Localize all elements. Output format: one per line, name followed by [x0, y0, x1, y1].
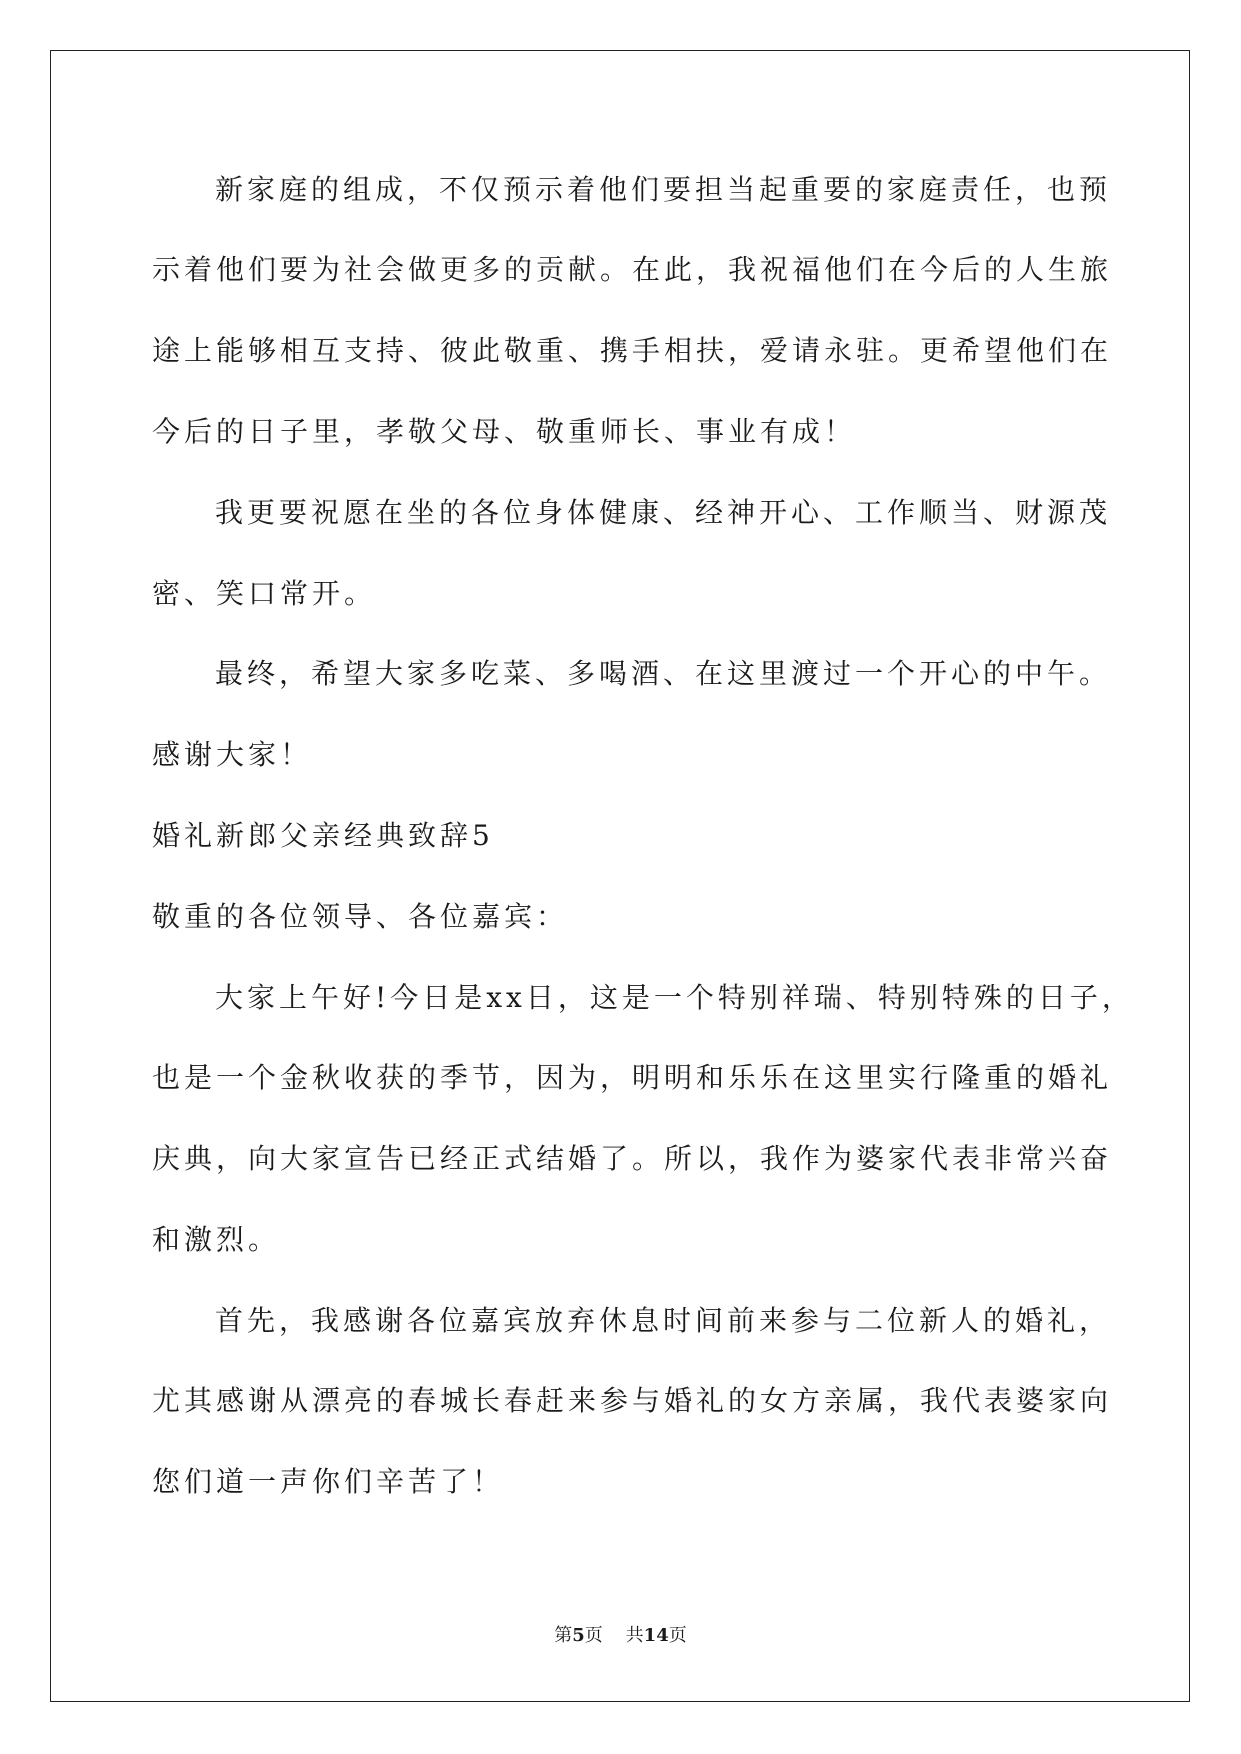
paragraph-line: 也是一个金秋收获的季节，因为，明明和乐乐在这里实行隆重的婚礼 — [152, 1061, 1113, 1094]
paragraph-line: 途上能够相互支持、彼此敬重、携手相扶，爱请永驻。更希望他们在 — [152, 334, 1113, 367]
total-pages-number: 14 — [643, 1625, 669, 1646]
footer-suffix: 页 — [668, 1625, 687, 1646]
salutation: 敬重的各位领导、各位嘉宾： — [152, 900, 569, 933]
page-footer — [0, 1624, 1241, 1648]
paragraph-line: 最终，希望大家多吃菜、多喝酒、在这里渡过一个开心的中午。 — [215, 657, 1112, 690]
page-border — [50, 50, 1190, 1702]
paragraph-line: 今后的日子里，孝敬父母、敬重师长、事业有成！ — [152, 415, 857, 448]
paragraph-line: 和激烈。 — [152, 1223, 281, 1256]
paragraph-line: 您们道一声你们辛苦了！ — [152, 1465, 505, 1498]
paragraph-line: 尤其感谢从漂亮的春城长春赶来参与婚礼的女方亲属，我代表婆家向 — [152, 1384, 1113, 1417]
paragraph-line: 首先，我感谢各位嘉宾放弃休息时间前来参与二位新人的婚礼， — [215, 1304, 1112, 1337]
footer-prefix: 第 — [554, 1625, 573, 1646]
section-heading: 婚礼新郎父亲经典致辞5 — [152, 819, 494, 852]
footer-mid: 页 共 — [584, 1625, 644, 1646]
paragraph-line: 感谢大家！ — [152, 738, 313, 771]
paragraph-line: 新家庭的组成，不仅预示着他们要担当起重要的家庭责任，也预 — [215, 173, 1112, 206]
paragraph-line: 我更要祝愿在坐的各位身体健康、经神开心、工作顺当、财源茂 — [215, 496, 1112, 529]
paragraph-line: 大家上午好!今日是xx日，这是一个特别祥瑞、特别特殊的日子， — [215, 981, 1134, 1014]
current-page-number: 5 — [572, 1625, 585, 1646]
paragraph-line: 密、笑口常开。 — [152, 577, 377, 610]
paragraph-line: 示着他们要为社会做更多的贡献。在此，我祝福他们在今后的人生旅 — [152, 253, 1113, 286]
paragraph-line: 庆典，向大家宣告已经正式结婚了。所以，我作为婆家代表非常兴奋 — [152, 1142, 1113, 1175]
